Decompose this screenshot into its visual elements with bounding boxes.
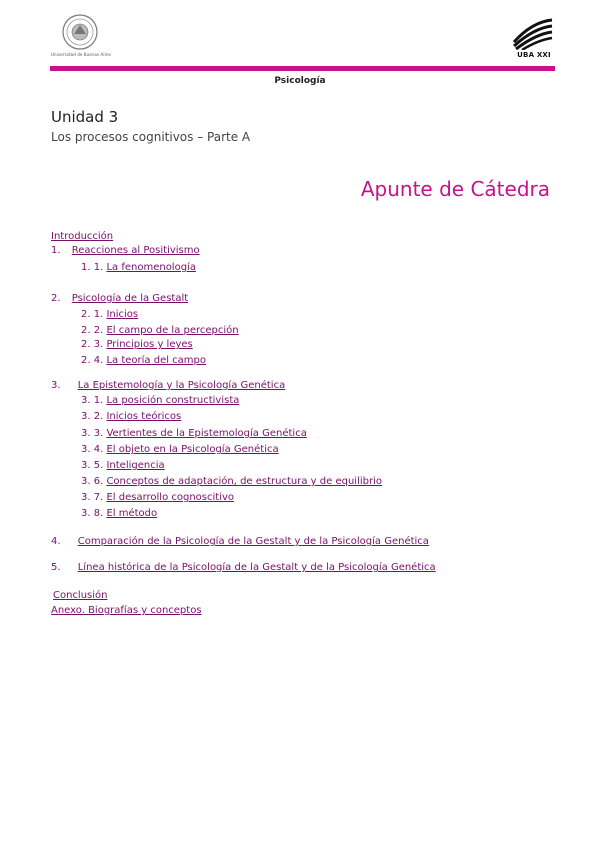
toc-item-section-2-1[interactable] bbox=[81, 309, 138, 321]
toc-item-conclusion[interactable] bbox=[53, 590, 108, 602]
toc-number: 3. 5. bbox=[81, 460, 104, 471]
toc-number: 2. 4. bbox=[81, 355, 104, 366]
uba-xxi-logo bbox=[512, 18, 554, 50]
toc-link[interactable]: El objeto en la Psicología Genética bbox=[106, 444, 279, 455]
toc-item-section-3-7[interactable] bbox=[81, 492, 234, 504]
toc-item-section-3[interactable] bbox=[51, 380, 285, 392]
toc-link[interactable]: Anexo. Biografías y conceptos bbox=[51, 605, 202, 616]
toc-item-section-3-6[interactable] bbox=[81, 476, 382, 488]
toc-link[interactable]: Inteligencia bbox=[106, 460, 165, 471]
toc-item-section-3-5[interactable] bbox=[81, 460, 165, 472]
toc-link[interactable]: Vertientes de la Epistemología Genética bbox=[106, 428, 307, 439]
toc-number: 3. 6. bbox=[81, 476, 104, 487]
toc-number: 2. bbox=[51, 293, 61, 304]
document-type-heading: Apunte de Cátedra bbox=[360, 177, 550, 201]
institution-name: Universidad de Buenos Aires bbox=[50, 52, 112, 57]
toc-number: 3. 7. bbox=[81, 492, 104, 503]
toc-link[interactable]: Introducción bbox=[51, 231, 114, 242]
toc-item-section-1-1[interactable] bbox=[81, 262, 196, 274]
toc-link[interactable]: Línea histórica de la Psicología de la Gestalt y de la Psicología Genética bbox=[77, 562, 436, 573]
toc-link[interactable]: Conclusión bbox=[53, 590, 108, 601]
toc-link[interactable]: Comparación de la Psicología de la Gestalt y de la Psicología Genética bbox=[77, 536, 429, 547]
toc-number: 2. 2. bbox=[81, 325, 104, 336]
program-logo-text: UBA XXI bbox=[517, 51, 551, 59]
toc-item-section-2-4[interactable] bbox=[81, 355, 206, 367]
toc-item-section-3-4[interactable] bbox=[81, 444, 279, 456]
toc-item-section-3-1[interactable] bbox=[81, 395, 239, 407]
toc-item-introduction[interactable] bbox=[51, 231, 113, 243]
toc-item-section-3-3[interactable] bbox=[81, 428, 307, 440]
toc-link[interactable]: Conceptos de adaptación, de estructura y de equilibrio bbox=[106, 476, 382, 487]
toc-link[interactable]: Inicios teóricos bbox=[106, 411, 182, 422]
toc-item-annex[interactable] bbox=[51, 605, 202, 617]
toc-link[interactable]: Psicología de la Gestalt bbox=[71, 293, 189, 304]
toc-link[interactable]: El método bbox=[106, 508, 158, 519]
toc-link[interactable]: Reacciones al Positivismo bbox=[71, 245, 200, 256]
toc-item-section-5[interactable] bbox=[51, 562, 436, 574]
toc-number: 3. 2. bbox=[81, 411, 104, 422]
toc-link[interactable]: La teoría del campo bbox=[106, 355, 207, 366]
toc-number: 2. 3. bbox=[81, 339, 104, 350]
toc-item-section-2-3[interactable] bbox=[81, 339, 193, 351]
toc-link[interactable]: Principios y leyes bbox=[106, 339, 193, 350]
toc-number: 4. bbox=[51, 536, 61, 547]
toc-number: 3. 4. bbox=[81, 444, 104, 455]
toc-item-section-3-2[interactable] bbox=[81, 411, 181, 423]
toc-item-section-1[interactable] bbox=[51, 245, 200, 257]
unit-title: Unidad 3 bbox=[51, 108, 119, 126]
toc-link[interactable]: Inicios bbox=[106, 309, 139, 320]
toc-number: 3. bbox=[51, 380, 61, 391]
toc-link[interactable]: El campo de la percepción bbox=[106, 325, 239, 336]
toc-item-section-4[interactable] bbox=[51, 536, 429, 548]
toc-link[interactable]: El desarrollo cognoscitivo bbox=[106, 492, 235, 503]
subject-header: Psicología bbox=[274, 76, 326, 86]
toc-number: 5. bbox=[51, 562, 61, 573]
toc-number: 1. bbox=[51, 245, 61, 256]
header-divider bbox=[50, 66, 555, 71]
toc-link[interactable]: La fenomenología bbox=[106, 262, 196, 273]
toc-number: 3. 8. bbox=[81, 508, 104, 519]
unit-subtitle: Los procesos cognitivos – Parte A bbox=[51, 130, 251, 144]
toc-number: 2. 1. bbox=[81, 309, 104, 320]
university-seal-logo bbox=[62, 14, 98, 50]
toc-number: 1. 1. bbox=[81, 262, 104, 273]
toc-number: 3. 3. bbox=[81, 428, 104, 439]
toc-item-section-3-8[interactable] bbox=[81, 508, 157, 520]
toc-link[interactable]: La Epistemología y la Psicología Genética bbox=[77, 380, 286, 391]
toc-item-section-2-2[interactable] bbox=[81, 325, 239, 337]
toc-link[interactable]: La posición constructivista bbox=[106, 395, 240, 406]
toc-number: 3. 1. bbox=[81, 395, 104, 406]
toc-item-section-2[interactable] bbox=[51, 293, 188, 305]
